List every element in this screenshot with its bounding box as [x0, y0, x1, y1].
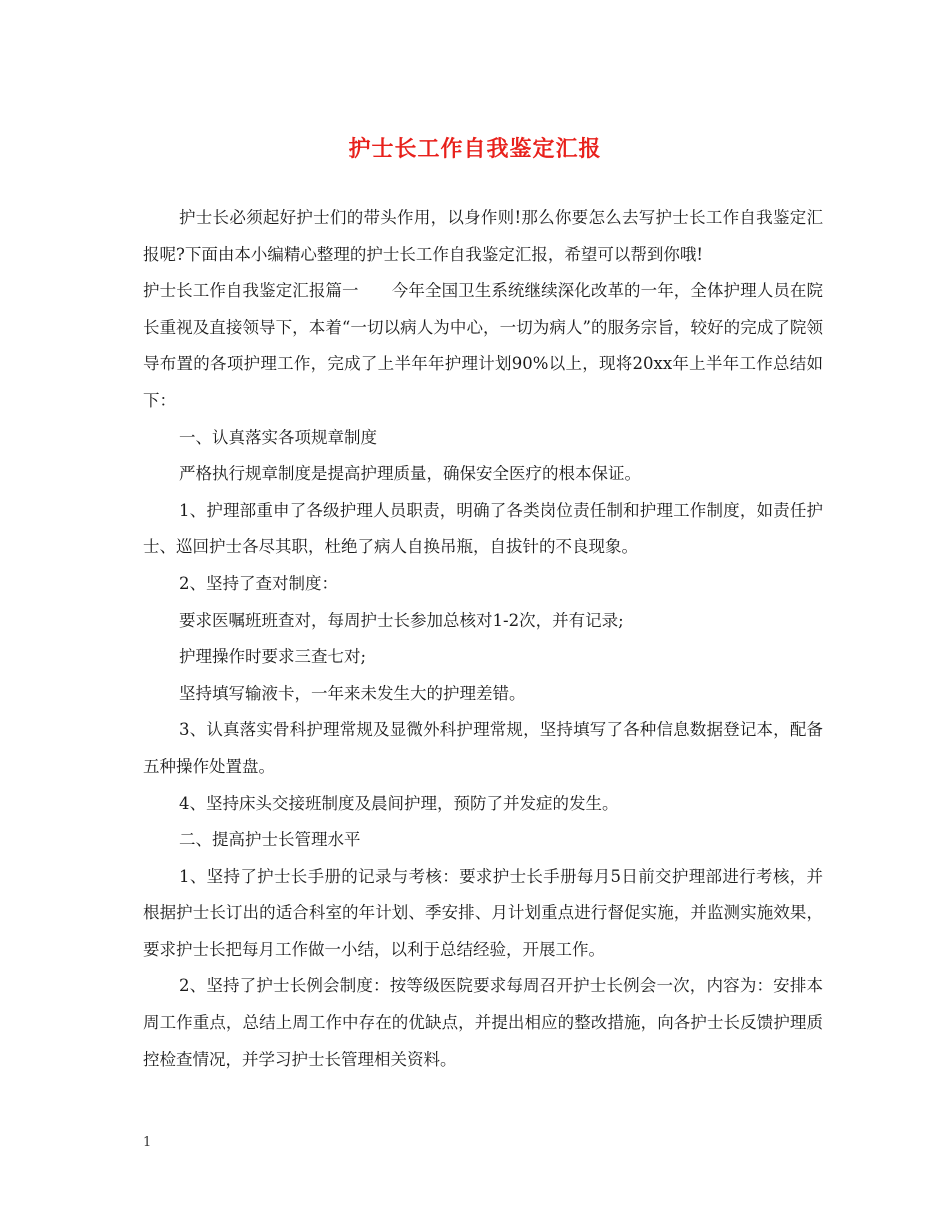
list-item: 3、认真落实骨科护理常规及显微外科护理常规，坚持填写了各种信息数据登记本，配备五种操作处置盘。 [143, 720, 823, 776]
body-paragraph: 严格执行规章制度是提高护理质量，确保安全医疗的根本保证。 [179, 464, 641, 484]
intro-paragraph: 护士长必须起好护士们的带头作用，以身作则!那么你要怎么去写护士长工作自我鉴定汇报呢?下面由本小编精心整理的护士长工作自我鉴定汇报，希望可以帮到你哦! [143, 208, 823, 264]
list-item: 4、坚持床头交接班制度及晨间护理，预防了并发症的发生。 [179, 793, 619, 813]
section-intro-paragraph: 护士长工作自我鉴定汇报篇一 今年全国卫生系统继续深化改革的一年，全体护理人员在院长重视及直接领导下，本着“一切以病人为中心，一切为病人”的服务宗旨，较好的完成了院领导布置的各项护理工作，完成了上半年年护理计划90%以上，现将20xx年上半年工作总结如下： [143, 281, 823, 410]
list-item: 2、坚持了护士长例会制度：按等级医院要求每周召开护士长例会一次，内容为：安排本周工作重点，总结上周工作中存在的优缺点，并提出相应的整改措施，向各护士长反馈护理质控检查情况，并学习护士长管理相关资料。 [143, 976, 823, 1069]
page-number: 1 [143, 1135, 152, 1150]
document-body [143, 200, 823, 1078]
heading-one: 一、认真落实各项规章制度 [179, 427, 377, 447]
heading-two: 二、提高护士长管理水平 [179, 830, 361, 850]
list-item: 1、护理部重申了各级护理人员职责，明确了各类岗位责任制和护理工作制度，如责任护士、巡回护士各尽其职，杜绝了病人自换吊瓶，自拔针的不良现象。 [143, 500, 823, 557]
document-title: 护士长工作自我鉴定汇报 [348, 136, 602, 162]
body-paragraph: 要求医嘱班班查对，每周护士长参加总核对1-2次，并有记录; [179, 610, 624, 630]
body-paragraph: 坚持填写输液卡，一年来未发生大的护理差错。 [179, 683, 526, 703]
list-item: 2、坚持了查对制度： [179, 573, 338, 593]
list-item: 1、坚持了护士长手册的记录与考核：要求护士长手册每月5日前交护理部进行考核，并根据护士长订出的适合科室的年计划、季安排、月计划重点进行督促实施，并监测实施效果，要求护士长把每月工作做一小结，以利于总结经验，开展工作。 [143, 866, 823, 959]
body-paragraph: 护理操作时要求三查七对; [179, 647, 367, 667]
